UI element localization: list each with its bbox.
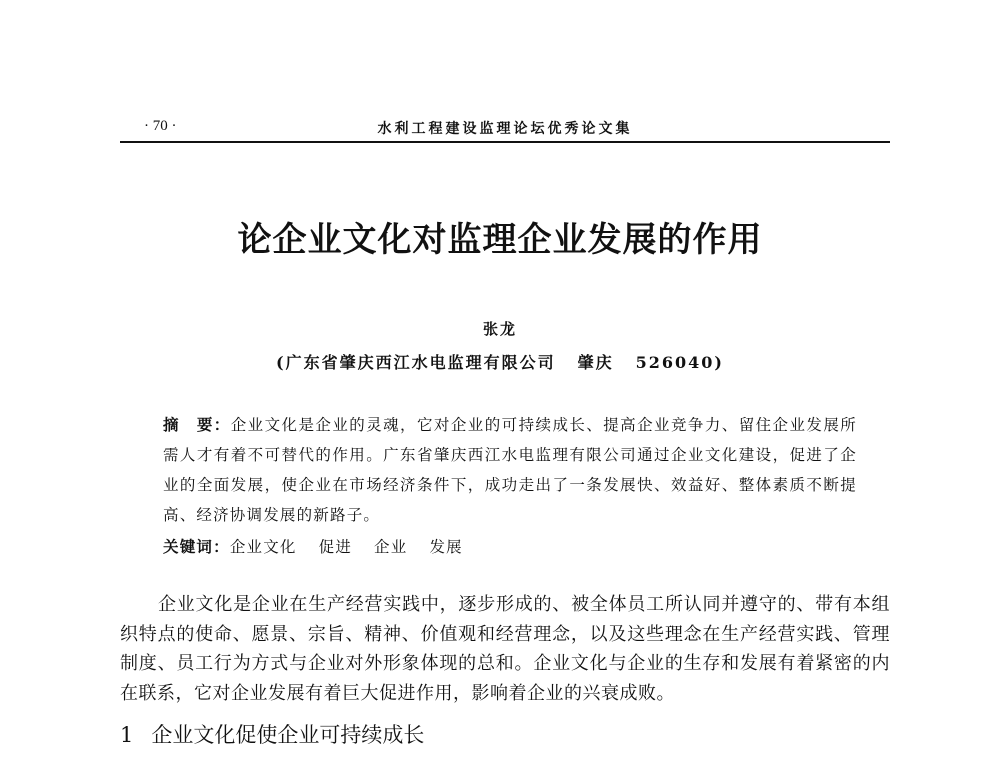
keyword-item: 促进 xyxy=(318,538,353,556)
affiliation xyxy=(0,350,1000,373)
page-number: · 70 · xyxy=(144,118,177,134)
affiliation-postcode: 526040 xyxy=(635,353,715,372)
keyword-item: 企业文化 xyxy=(229,538,297,556)
paper-title: 论企业文化对监理企业发展的作用 xyxy=(237,220,763,260)
abstract xyxy=(163,410,857,530)
affiliation-organization: 广东省肇庆西江水电监理有限公司 xyxy=(285,353,556,372)
affiliation-close-paren: ) xyxy=(714,353,724,372)
abstract-label: 摘 要： xyxy=(163,415,231,434)
header-rule xyxy=(120,141,890,143)
affiliation-open-paren: ( xyxy=(276,353,286,372)
section-number: 1 xyxy=(120,723,134,747)
keywords-label: 关键词： xyxy=(163,537,230,556)
intro-paragraph: 企业文化是企业在生产经营实践中，逐步形成的、被全体员工所认同并遵守的、带有本组织特点的使命、愿景、宗旨、精神、价值观和经营理念，以及这些理念在生产经营实践、管理制度、员工行为方式与企业对外形象体现的总和。企业文化与企业的生存和发展有着紧密的内在联系，它对企业发展有着巨大促进作用，影响着企业的兴衰成败。 xyxy=(120,594,890,704)
journal-title: 水利工程建设监理论坛优秀论文集 xyxy=(377,121,633,137)
running-header xyxy=(120,118,890,140)
keyword-item: 发展 xyxy=(429,538,463,556)
keyword-item: 企业 xyxy=(374,538,408,556)
abstract-text: 企业文化是企业的灵魂，它对企业的可持续成长、提高企业竞争力、留住企业发展所需人才有着不可替代的作用。广东省肇庆西江水电监理有限公司通过企业文化建设，促进了企业的全面发展，使企业在市场经济条件下，成功走出了一条发展快、效益好、整体素质不断提高、经济协调发展的新路子。 xyxy=(163,416,857,524)
affiliation-city: 肇庆 xyxy=(577,353,614,372)
section-heading xyxy=(120,720,424,750)
author-name: 张龙 xyxy=(482,320,517,338)
section-title: 企业文化促使企业可持续成长 xyxy=(151,723,425,747)
keywords xyxy=(163,532,857,562)
